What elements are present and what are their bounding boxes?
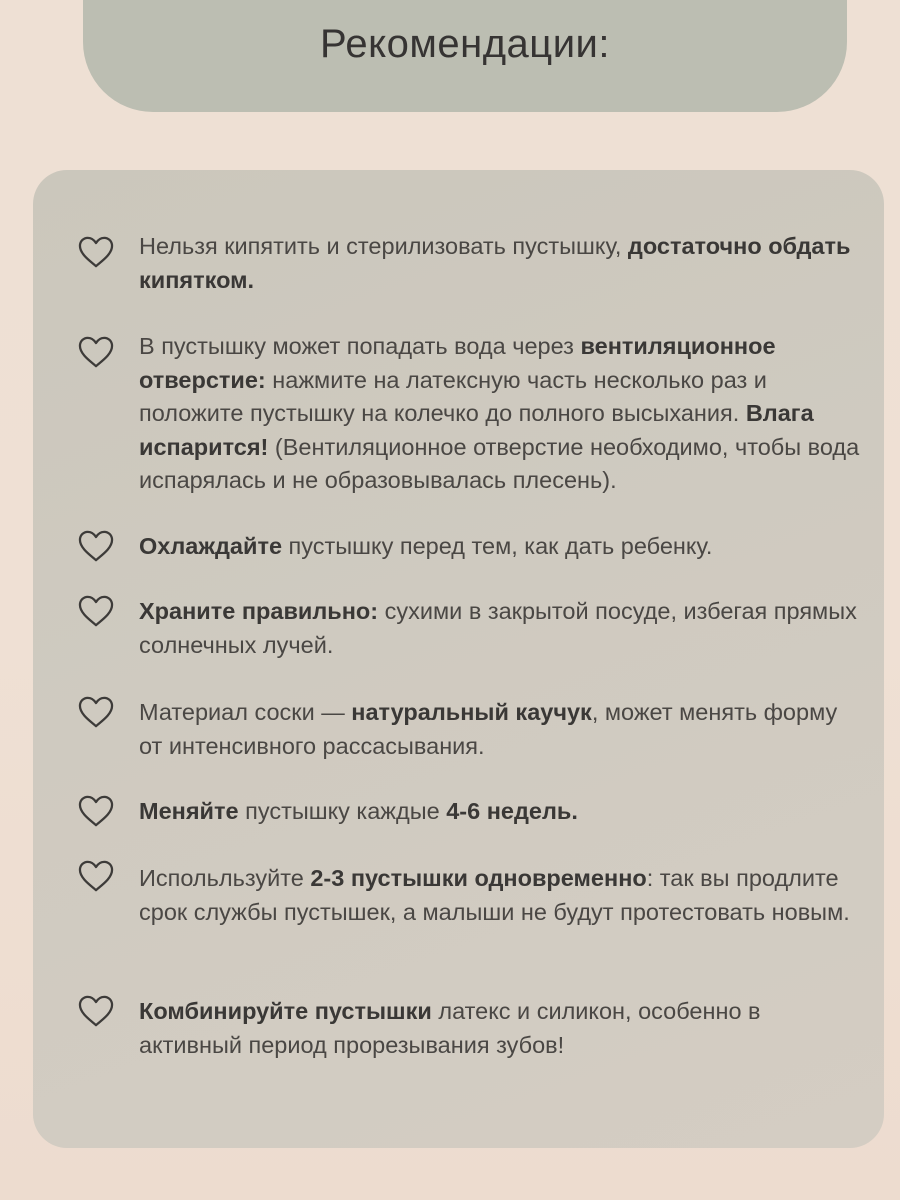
bold-segment: вентиляционное отверстие:: [139, 333, 776, 393]
text-segment: Материал соски —: [139, 699, 352, 725]
bold-segment: 4-6 недель.: [446, 798, 578, 824]
text-segment: пустышку каждые: [238, 798, 447, 824]
recommendations-card: [33, 170, 884, 1148]
text-segment: латекс и силикон, особенно в активный период прорезывания зубов!: [139, 998, 761, 1058]
text-segment: нажмите на латексную часть несколько раз и положите пустышку на колечко до полного высыхания.: [139, 366, 767, 426]
text-segment: , может менять форму от интенсивного рассасывания.: [139, 699, 838, 759]
text-segment: пустышку перед тем, как дать ребенку.: [282, 533, 713, 559]
item-text: [139, 795, 864, 829]
heart-icon: [77, 794, 115, 828]
heart-icon: [77, 529, 115, 563]
text-segment: Испольльзуйте: [139, 865, 311, 891]
heart-icon: [77, 335, 115, 369]
bold-segment: Охлаждайте: [139, 533, 283, 559]
heart-icon: [77, 859, 115, 893]
item-text: [139, 995, 864, 1062]
item-text: [139, 230, 864, 297]
bold-segment: натуральный каучук: [351, 699, 592, 725]
item-text: [139, 530, 864, 564]
heart-icon: [77, 235, 115, 269]
heart-icon: [77, 695, 115, 729]
bold-segment: Влага испарится!: [139, 400, 814, 460]
header-banner: [83, 0, 847, 112]
heart-icon: [77, 594, 115, 628]
heart-icon: [77, 994, 115, 1028]
bold-segment: 2-3 пустышки одновременно: [310, 865, 647, 891]
text-segment: Нельзя кипятить и стерилизовать пустышку,: [139, 233, 628, 259]
text-segment: сухими в закрытой посуде, избегая прямых солнечных лучей.: [139, 598, 857, 658]
bold-segment: Меняйте: [139, 798, 239, 824]
text-segment: (Вентиляционное отверстие необходимо, чтобы вода испарялась и не образовывалась плесень).: [139, 433, 860, 493]
bold-segment: достаточно обдать кипятком.: [139, 233, 851, 293]
text-segment: : так вы продлите срок службы пустышек, а малыши не будут протестовать новым.: [139, 865, 850, 925]
item-text: [139, 595, 864, 662]
text-segment: В пустышку может попадать вода через: [139, 333, 581, 359]
item-text: [139, 696, 864, 763]
item-text: [139, 862, 864, 929]
bold-segment: Комбинируйте пустышки: [139, 998, 432, 1024]
page-title: Рекомендации:: [320, 22, 610, 66]
bold-segment: Храните правильно:: [139, 598, 379, 624]
item-text: [139, 330, 864, 498]
